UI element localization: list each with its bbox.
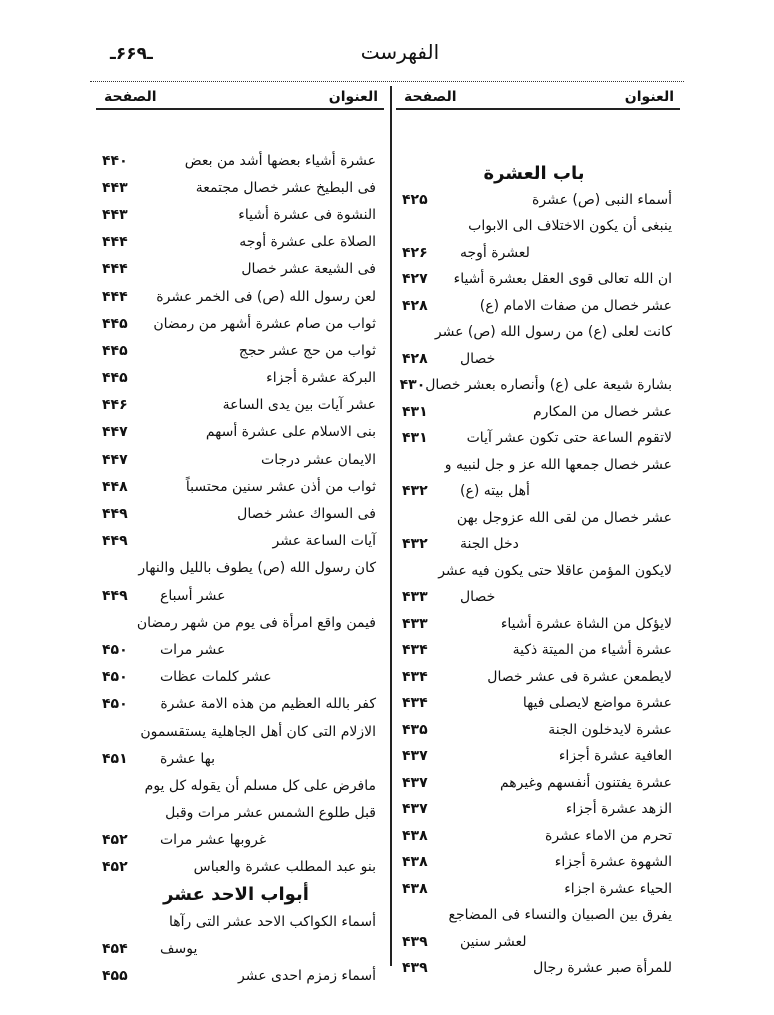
index-entry: [396, 346, 680, 373]
entry-page: ۴۲۸: [402, 297, 428, 314]
entry-title: أهل بيته (ع): [460, 483, 530, 500]
entry-page: ۴۳۹: [402, 933, 428, 950]
index-entry: [396, 293, 680, 320]
index-entry: [396, 319, 680, 346]
column-header: [96, 86, 384, 110]
entry-title: أسماء زمزم احدى عشر: [238, 968, 376, 985]
entry-page: ۴۴۷: [102, 451, 128, 468]
index-entry: [396, 372, 680, 399]
index-entry: [396, 849, 680, 876]
title-column-label: العنوان: [328, 89, 378, 105]
entry-title: يفرق بين الصبيان والنساء فى المضاجع: [448, 907, 672, 924]
entry-title: ثواب من صام عشرة أشهر من رمضان: [153, 315, 376, 332]
index-entry: [96, 473, 384, 500]
index-rows: [396, 160, 680, 982]
index-entry: [396, 823, 680, 850]
index-entry: [96, 392, 384, 419]
index-entry: [96, 500, 384, 527]
entry-page: ۴۵۲: [102, 859, 128, 876]
page-number: ـ۶۶۹ـ: [110, 44, 153, 64]
entry-page: ۴۳۱: [402, 430, 428, 447]
entry-title: ثواب من أذن عشر سنين محتسباً: [185, 478, 376, 495]
index-column-left: [96, 86, 384, 990]
entry-page: ۴۵۴: [102, 941, 128, 958]
entry-page: ۴۳۲: [402, 536, 428, 553]
entry-title: عشرة أشياء من الميتة ذكية: [512, 642, 672, 659]
index-entry: [96, 772, 384, 799]
entry-title: عشر خصال من المكارم: [533, 403, 672, 420]
entry-title: فى السواك عشر خصال: [237, 506, 376, 523]
entry-title: الحياء عشرة اجزاء: [564, 880, 672, 897]
entry-title: باب العشرة: [483, 162, 585, 184]
entry-page: ۴۴۵: [102, 370, 128, 387]
entry-title: الايمان عشر درجات: [261, 451, 376, 468]
entry-page: ۴۴۴: [102, 288, 128, 305]
entry-title: عشر خصال من صفات الامام (ع): [479, 297, 672, 314]
index-heading: الفهرست: [360, 40, 440, 64]
entry-page: ۴۳۴: [402, 695, 428, 712]
index-entry: [96, 310, 384, 337]
entry-title: فيمن واقع امرأة فى يوم من شهر رمضان: [136, 614, 376, 631]
index-entry: [96, 609, 384, 636]
entry-page: ۴۳۷: [402, 748, 428, 765]
index-entry: [96, 147, 384, 174]
entry-title: كانت لعلى (ع) من رسول الله (ص) عشر: [434, 324, 672, 341]
entry-page: ۴۵۲: [102, 832, 128, 849]
entry-title: أبواب الاحد عشر: [163, 884, 309, 906]
column-header: [396, 86, 680, 110]
entry-title: عشرة مواضع لايصلى فيها: [522, 695, 672, 712]
entry-page: ۴۵۰: [102, 669, 128, 686]
index-entry: [96, 691, 384, 718]
entry-page: ۴۳۱: [402, 403, 428, 420]
index-entry: [396, 929, 680, 956]
entry-title: العافية عشرة أجزاء: [558, 748, 672, 765]
entry-page: ۴۳۵: [402, 721, 428, 738]
index-entry: [396, 240, 680, 267]
entry-title: النشوة فى عشرة أشياء: [238, 206, 376, 223]
entry-page: ۴۴۹: [102, 587, 128, 604]
entry-page: ۴۴۳: [102, 206, 128, 223]
entry-title: قبل طلوع الشمس عشر مرات وقبل: [165, 805, 376, 822]
entry-title: الشهوة عشرة أجزاء: [554, 854, 672, 871]
index-entry: [396, 425, 680, 452]
index-entry: [96, 908, 384, 935]
entry-title: البركة عشرة أجزاء: [266, 370, 376, 387]
index-entry: [396, 478, 680, 505]
entry-page: ۴۴۰: [102, 152, 128, 169]
entry-page: ۴۳۲: [402, 483, 428, 500]
entry-title: بشارة شيعة على (ع) وأنصاره بعشر خصال: [425, 377, 672, 394]
entry-title: دخل الجنة: [460, 536, 519, 553]
entry-title: لعشر سنين: [460, 933, 527, 950]
entry-title: بنى الاسلام على عشرة أسهم: [205, 424, 376, 441]
index-entry: [96, 283, 384, 310]
index-entry: [396, 187, 680, 214]
entry-page: ۴۲۵: [402, 191, 428, 208]
index-entry: [396, 743, 680, 770]
entry-page: ۴۵۵: [102, 968, 128, 985]
entry-page: ۴۲۷: [402, 271, 428, 288]
entry-title: لعن رسول الله (ص) فى الخمر عشرة: [156, 288, 376, 305]
index-entry: [396, 876, 680, 903]
entry-title: مافرض على كل مسلم أن يقوله كل يوم: [144, 777, 376, 794]
index-entry: [396, 531, 680, 558]
index-entry: [96, 365, 384, 392]
index-entry: [96, 528, 384, 555]
index-entry: [96, 854, 384, 881]
entry-title: الزهد عشرة أجزاء: [565, 801, 672, 818]
entry-title: عشر خصال من لقى الله عزوجل بهن: [456, 509, 672, 526]
entry-title: بنو عبد المطلب عشرة والعباس: [193, 859, 376, 876]
index-entry: [96, 718, 384, 745]
entry-page: ۴۴۹: [102, 533, 128, 550]
entry-title: ثواب من حج عشر حجج: [238, 342, 376, 359]
entry-title: تحرم من الاماء عشرة: [545, 827, 672, 844]
entry-title: لايطمعن عشرة فى عشر خصال: [487, 668, 672, 685]
index-entry: [96, 256, 384, 283]
index-entry: [396, 266, 680, 293]
entry-title: خصال: [460, 589, 496, 606]
entry-page: ۴۴۶: [102, 397, 128, 414]
index-entry: [396, 399, 680, 426]
entry-page: ۴۵۱: [102, 750, 128, 767]
index-entry: [96, 229, 384, 256]
entry-page: ۴۳۴: [402, 668, 428, 685]
entry-title: الازلام التى كان أهل الجاهلية يستقسمون: [140, 723, 376, 740]
entry-page: ۴۳۳: [402, 615, 428, 632]
entry-page: ۴۵۰: [102, 696, 128, 713]
entry-title: ان الله تعالى قوى العقل بعشرة أشياء: [453, 271, 672, 288]
entry-page: ۴۳۷: [402, 801, 428, 818]
section-title: [96, 881, 384, 908]
index-entry: [96, 174, 384, 201]
entry-title: فى الشيعة عشر خصال: [241, 261, 376, 278]
index-column-right: [396, 86, 680, 982]
index-entry: [96, 963, 384, 990]
entry-page: ۴۳۳: [402, 589, 428, 606]
index-entry: [96, 745, 384, 772]
index-entry: [396, 955, 680, 982]
entry-page: ۴۲۶: [402, 244, 428, 261]
entry-page: ۴۴۵: [102, 315, 128, 332]
title-column-label: العنوان: [624, 89, 674, 105]
entry-title: لايكون المؤمن عاقلا حتى يكون فيه عشر: [438, 562, 672, 579]
entry-page: ۴۳۸: [402, 827, 428, 844]
index-entry: [396, 584, 680, 611]
index-entry: [396, 611, 680, 638]
index-entry: [96, 664, 384, 691]
index-entry: [396, 213, 680, 240]
entry-title: عشرة يفتنون أنفسهم وغيرهم: [499, 774, 672, 791]
entry-title: خصال: [460, 350, 496, 367]
index-entry: [96, 419, 384, 446]
entry-title: لاتقوم الساعة حتى تكون عشر آيات: [466, 430, 672, 447]
entry-title: عشرة أشياء بعضها أشد من بعض: [184, 152, 376, 169]
index-entry: [396, 558, 680, 585]
entry-title: عشرة لايدخلون الجنة: [548, 721, 672, 738]
section-title: [396, 160, 680, 187]
entry-title: آيات الساعة عشر: [272, 533, 376, 550]
entry-page: ۴۲۸: [402, 350, 428, 367]
index-entry: [96, 337, 384, 364]
entry-page: ۴۳۴: [402, 642, 428, 659]
entry-title: يوسف: [160, 941, 198, 958]
entry-title: عشر خصال جمعها الله عز و جل لنبيه و: [444, 456, 672, 473]
entry-page: ۴۴۵: [102, 342, 128, 359]
index-entry: [96, 582, 384, 609]
index-rows: [96, 147, 384, 990]
entry-title: كان رسول الله (ص) يطوف بالليل والنهار: [138, 560, 376, 577]
dotted-divider: [90, 81, 684, 82]
page-column-label: الصفحة: [104, 89, 157, 105]
entry-title: عشر كلمات عظات: [160, 669, 272, 686]
entry-page: ۴۴۴: [102, 234, 128, 251]
entry-title: لايؤكل من الشاة عشرة أشياء: [500, 615, 672, 632]
entry-title: الصلاة على عشرة أوجه: [239, 234, 376, 251]
entry-title: لعشرة أوجه: [460, 244, 530, 261]
entry-page: ۴۴۹: [102, 506, 128, 523]
entry-title: كفر بالله العظيم من هذه الامة عشرة: [160, 696, 376, 713]
entry-title: عشر آيات بين يدى الساعة: [222, 397, 376, 414]
index-entry: [396, 796, 680, 823]
entry-page: ۴۳۷: [402, 774, 428, 791]
index-entry: [96, 636, 384, 663]
entry-title: للمرأة صبر عشرة رجال: [533, 960, 672, 977]
index-entry: [96, 827, 384, 854]
entry-title: ينبغى أن يكون الاختلاف الى الابواب: [468, 218, 672, 235]
index-entry: [96, 800, 384, 827]
index-entry: [396, 770, 680, 797]
entry-page: ۴۴۷: [102, 424, 128, 441]
entry-page: ۴۴۴: [102, 261, 128, 278]
entry-title: أسماء الكواكب الاحد عشر التى رآها: [168, 913, 376, 930]
entry-title: أسماء النبى (ص) عشرة: [532, 191, 672, 208]
entry-title: عشر مرات: [160, 641, 226, 658]
index-entry: [396, 664, 680, 691]
index-entry: [96, 201, 384, 228]
index-entry: [96, 555, 384, 582]
entry-title: غروبها عشر مرات: [160, 832, 267, 849]
entry-title: بها عشرة: [160, 750, 215, 767]
index-entry: [96, 446, 384, 473]
entry-page: ۴۳۰: [399, 377, 426, 394]
entry-page: ۴۵۰: [102, 641, 128, 658]
column-separator: [390, 86, 392, 966]
entry-page: ۴۴۸: [102, 478, 128, 495]
index-entry: [396, 505, 680, 532]
index-entry: [396, 717, 680, 744]
page-column-label: الصفحة: [404, 89, 457, 105]
index-entry: [96, 935, 384, 962]
entry-page: ۴۳۹: [402, 960, 428, 977]
entry-page: ۴۳۸: [402, 854, 428, 871]
entry-title: فى البطيخ عشر خصال مجتمعة: [195, 179, 376, 196]
index-entry: [396, 637, 680, 664]
entry-title: عشر أسباع: [160, 587, 226, 604]
entry-page: ۴۴۳: [102, 179, 128, 196]
index-entry: [396, 452, 680, 479]
index-entry: [396, 690, 680, 717]
index-entry: [396, 902, 680, 929]
entry-page: ۴۳۸: [402, 880, 428, 897]
